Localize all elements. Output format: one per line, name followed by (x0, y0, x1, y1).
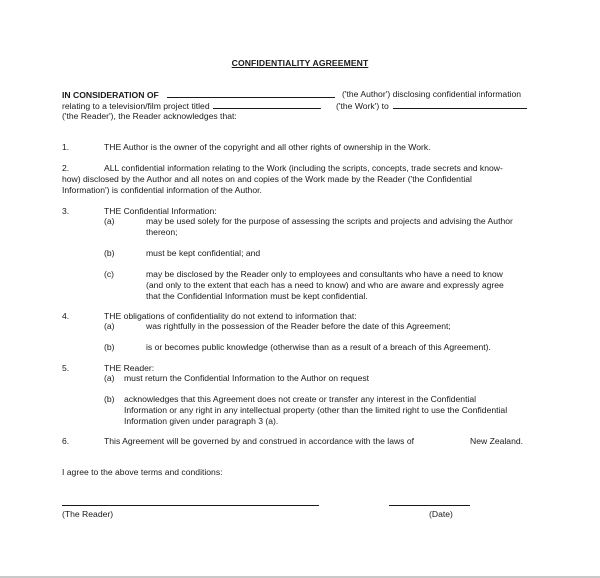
clause-3b-line-1: must be kept confidential; and (146, 248, 261, 258)
project-title-blank[interactable] (213, 100, 321, 109)
agree-statement: I agree to the above terms and conditions: (62, 467, 223, 477)
governing-law-place: New Zealand. (470, 436, 524, 446)
clause-4-number: 4. (62, 311, 70, 321)
work-line (336, 100, 527, 112)
clause-3b-label: (b) (104, 248, 115, 258)
clause-2-number: 2. (62, 163, 70, 173)
clause-4a-label: (a) (104, 321, 115, 331)
clause-5a-label: (a) (104, 373, 115, 383)
reader-signature-line[interactable] (62, 505, 319, 506)
clause-4b-line-1: is or becomes public knowledge (otherwise than as a result of a breach of this Agreement). (146, 342, 491, 352)
clause-1-text: THE Author is the owner of the copyright and all other rights of ownership in the Work. (104, 142, 431, 152)
clause-4-heading: THE obligations of confidentiality do not extend to information that: (104, 311, 357, 321)
clause-6-text: This Agreement will be governed by and construed in accordance with the laws of (104, 436, 415, 446)
clause-5-heading: THE Reader: (104, 363, 155, 373)
clause-3a-line-1: may be used solely for the purpose of assessing the scripts and projects and advising the Author (146, 216, 513, 226)
author-name-blank[interactable] (167, 89, 335, 98)
page-title: CONFIDENTIALITY AGREEMENT (231, 58, 369, 68)
clause-4a-line-1: was rightfully in the possession of the Reader before the date of this Agreement; (146, 321, 451, 331)
clause-1-number: 1. (62, 142, 70, 152)
clause-3a-label: (a) (104, 216, 115, 226)
work-tail: ('the Work') to (336, 101, 389, 111)
clause-5a-line-1: must return the Confidential Information to the Author on request (124, 373, 370, 383)
clause-3-number: 3. (62, 206, 70, 216)
reader-name-blank[interactable] (393, 100, 527, 109)
clause-3c-label: (c) (104, 269, 115, 279)
reader-signature-label: (The Reader) (62, 509, 114, 519)
consideration-label: IN CONSIDERATION OF (62, 90, 159, 100)
project-prefix: relating to a television/film project titled (62, 101, 210, 111)
clause-3c-line-3: that the Confidential Information must be kept confidential. (146, 291, 368, 301)
clause-5-number: 5. (62, 363, 70, 373)
clause-4b-label: (b) (104, 342, 115, 352)
clause-6-number: 6. (62, 436, 70, 446)
clause-3c-line-2: (and only to the extent that each has a need to know) and who are aware and expressly agree (146, 280, 504, 290)
clause-2-line-2: how) disclosed by the Author and all notes on and copies of the Work made by the Reader ('the Confidential (62, 174, 472, 184)
author-tail: ('the Author') disclosing confidential information (342, 89, 522, 99)
clause-5b-line-2: Information or any right in any intellectual property (other than the limited right to use the Confidential (124, 405, 508, 415)
reader-line: ('the Reader'), the Reader acknowledges that: (62, 111, 237, 121)
clause-3a-line-2: thereon; (146, 227, 178, 237)
date-label: (Date) (429, 509, 453, 519)
clause-3c-line-1: may be disclosed by the Reader only to employees and consultants who have a need to know (146, 269, 503, 279)
clause-5b-line-3: Information given under paragraph 3 (a). (124, 416, 279, 426)
clause-2-line-3: Information') is confidential information of the Author. (62, 185, 262, 195)
date-signature-line[interactable] (389, 505, 470, 506)
clause-5b-line-1: acknowledges that this Agreement does not create or transfer any interest in the Confidential (124, 394, 477, 404)
clause-5b-label: (b) (104, 394, 115, 404)
clause-2-line-1: ALL confidential information relating to the Work (including the scripts, concepts, trade secrets and know- (104, 163, 503, 173)
clause-3-heading: THE Confidential Information: (104, 206, 217, 216)
